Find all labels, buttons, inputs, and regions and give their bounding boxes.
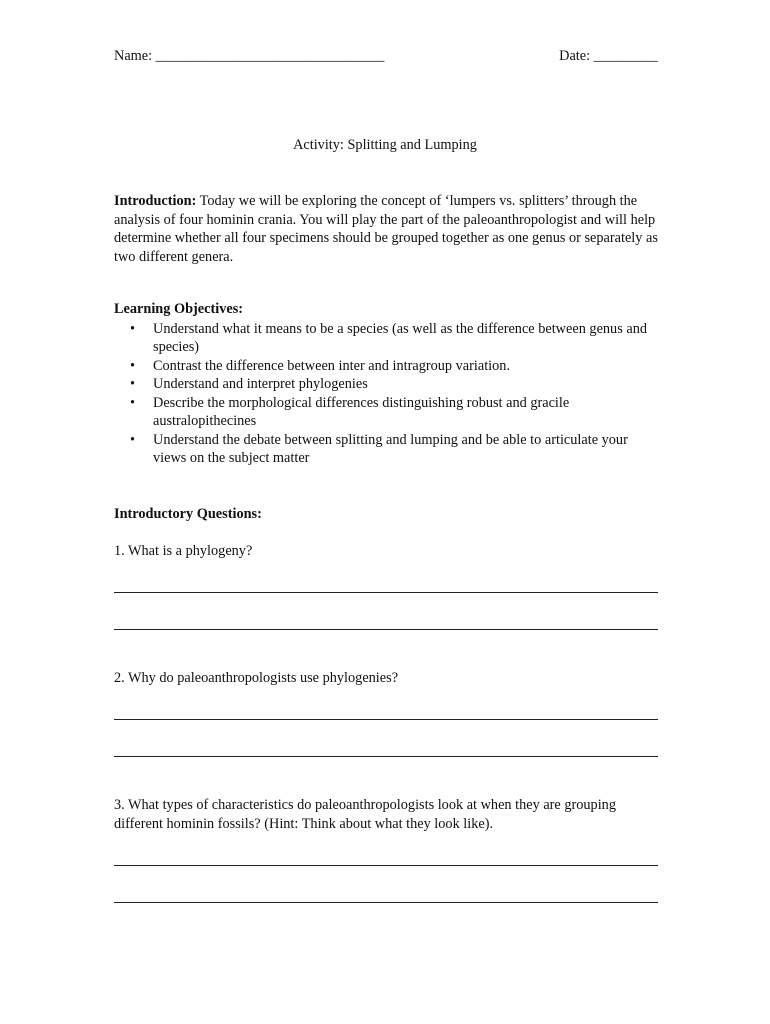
list-item (114, 394, 662, 431)
page-title: Activity: Splitting and Lumping (293, 137, 477, 153)
objective-text: Describe the morphological differences distinguishing robust and gracile australopithecines (153, 394, 570, 429)
answer-line-3a[interactable] (114, 865, 658, 866)
name-field[interactable]: Name: ________________________________ (114, 48, 385, 64)
introduction-text: Today we will be exploring the concept of ‘lumpers vs. splitters’ through the analysis of four hominin crania. You will play the part of the paleoanthropologist and will help determine whether all four specimens should be grouped together as one genus or separately as two different genera. (114, 193, 658, 265)
learning-objectives-heading: Learning Objectives: (114, 301, 244, 317)
answer-line-2a[interactable] (114, 719, 658, 720)
introduction-paragraph (114, 192, 662, 266)
introduction-heading: Introduction: (114, 193, 197, 209)
list-item (114, 375, 662, 394)
answer-line-3b[interactable] (114, 902, 658, 903)
objective-text: Understand and interpret phylogenies (153, 376, 368, 392)
question-2: 2. Why do paleoanthropologists use phylogenies? (114, 670, 399, 686)
bullet-icon: • (130, 357, 136, 374)
list-item (114, 357, 662, 376)
learning-objectives-list (114, 320, 662, 468)
answer-line-1a[interactable] (114, 592, 658, 593)
list-item (114, 431, 662, 468)
bullet-icon: • (130, 394, 136, 411)
objective-text: Understand the debate between splitting and lumping and be able to articulate your views on the subject matter (153, 431, 628, 466)
bullet-icon: • (130, 376, 136, 392)
answer-line-1b[interactable] (114, 629, 658, 630)
answer-line-2b[interactable] (114, 756, 658, 757)
question-3: 3. What types of characteristics do paleoanthropologists look at when they are grouping different hominin fossils? (Hint: Think about what they look like). (114, 797, 616, 832)
introductory-questions-heading: Introductory Questions: (114, 506, 262, 522)
learning-objectives-section (114, 300, 662, 468)
date-field[interactable]: Date: _________ (559, 48, 658, 64)
list-item (114, 320, 662, 357)
objective-text: Understand what it means to be a species (as well as the difference between genus and species) (153, 320, 647, 355)
objective-text: Contrast the difference between inter and intragroup variation. (153, 357, 511, 374)
question-1: 1. What is a phylogeny? (114, 543, 253, 559)
bullet-icon: • (130, 320, 136, 337)
bullet-icon: • (130, 431, 136, 448)
